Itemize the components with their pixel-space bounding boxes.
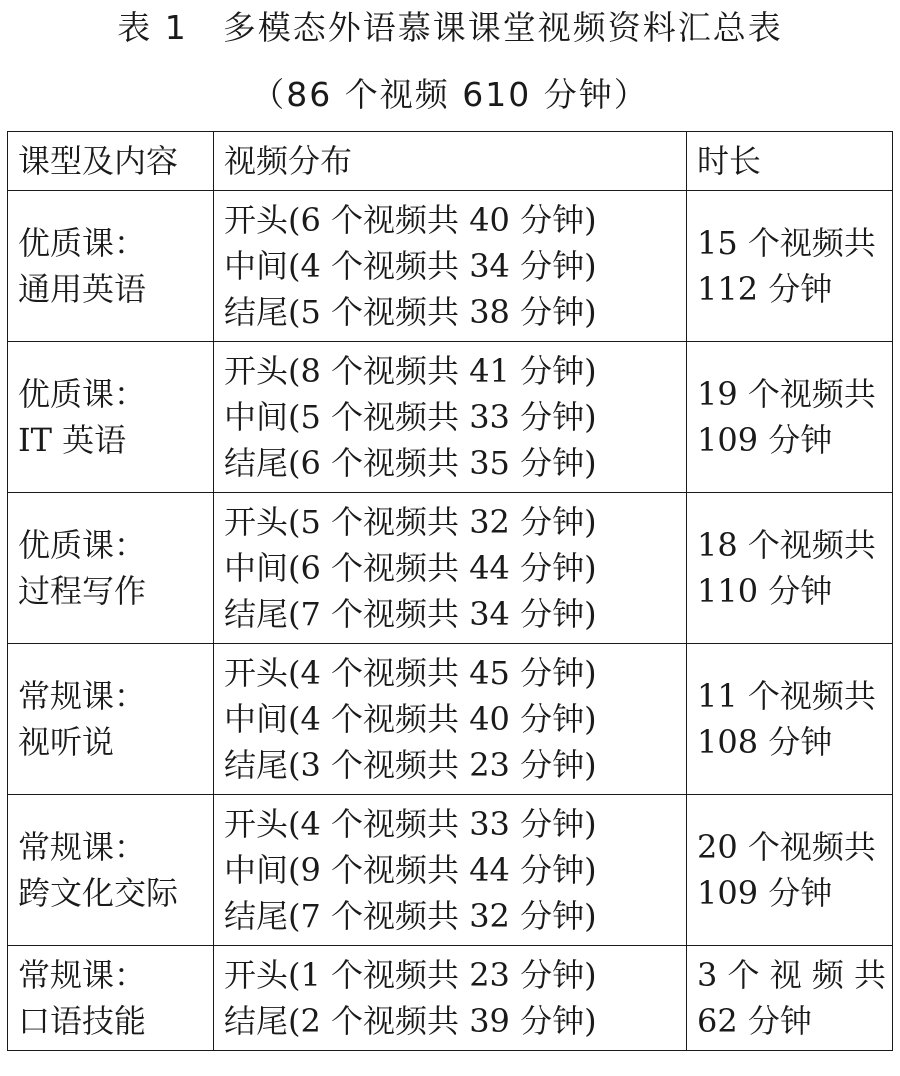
table-title: 表 1 多模态外语慕课课堂视频资料汇总表 (117, 8, 783, 47)
duration-count: 20 个视频共 (697, 828, 876, 866)
table-subtitle: （86 个视频 610 分钟） (251, 75, 649, 114)
course-type-cell (8, 644, 214, 795)
distribution-middle: 中间(6 个视频共 44 分钟) (224, 549, 597, 587)
distribution-end: 结尾(2 个视频共 39 分钟) (224, 1002, 597, 1040)
distribution-end: 结尾(6 个视频共 35 分钟) (224, 444, 597, 482)
duration-cell (687, 795, 893, 946)
table-row (8, 644, 893, 795)
distribution-start: 开头(4 个视频共 45 分钟) (224, 654, 597, 692)
distribution-start: 开头(1 个视频共 23 分钟) (224, 956, 597, 994)
header-course-type: 课型及内容 (8, 132, 214, 191)
table-row (8, 342, 893, 493)
course-type: 优质课： (18, 224, 147, 262)
distribution-cell (214, 191, 687, 342)
distribution-start: 开头(6 个视频共 40 分钟) (224, 201, 597, 239)
distribution-end: 结尾(7 个视频共 32 分钟) (224, 897, 597, 935)
distribution-start: 开头(5 个视频共 32 分钟) (224, 503, 597, 541)
course-type: 常规课： (18, 677, 147, 715)
course-content: 通用英语 (18, 270, 147, 308)
duration-cell (687, 644, 893, 795)
video-summary-table (7, 131, 893, 1051)
course-type-cell (8, 191, 214, 342)
course-type-cell (8, 795, 214, 946)
duration-cell (687, 946, 893, 1051)
duration-count: 18 个视频共 (697, 526, 876, 564)
distribution-cell (214, 644, 687, 795)
duration-minutes: 109 分钟 (697, 421, 833, 459)
course-content: 过程写作 (18, 572, 147, 610)
course-content: 视听说 (18, 723, 115, 761)
course-content: IT 英语 (18, 421, 127, 459)
table-row (8, 493, 893, 644)
distribution-cell (214, 946, 687, 1051)
duration-minutes: 109 分钟 (697, 874, 833, 912)
duration-count: 11 个视频共 (697, 677, 876, 715)
header-video-distribution: 视频分布 (214, 132, 687, 191)
table-row (8, 795, 893, 946)
duration-cell (687, 493, 893, 644)
distribution-start: 开头(8 个视频共 41 分钟) (224, 352, 597, 390)
distribution-cell (214, 493, 687, 644)
table-row (8, 191, 893, 342)
table-row (8, 946, 893, 1051)
table-header-row (8, 132, 893, 191)
table-caption (0, 0, 900, 115)
distribution-middle: 中间(9 个视频共 44 分钟) (224, 851, 597, 889)
duration-count: 15 个视频共 (697, 224, 876, 262)
course-type: 优质课： (18, 375, 147, 413)
course-content: 跨文化交际 (18, 874, 179, 912)
distribution-start: 开头(4 个视频共 33 分钟) (224, 805, 597, 843)
course-type-cell (8, 946, 214, 1051)
course-content: 口语技能 (18, 1002, 147, 1040)
distribution-middle: 中间(5 个视频共 33 分钟) (224, 398, 597, 436)
header-duration: 时长 (687, 132, 893, 191)
duration-minutes: 112 分钟 (697, 270, 833, 308)
duration-minutes: 108 分钟 (697, 723, 833, 761)
distribution-middle: 中间(4 个视频共 34 分钟) (224, 247, 597, 285)
distribution-cell (214, 795, 687, 946)
duration-minutes: 62 分钟 (697, 1002, 812, 1040)
distribution-end: 结尾(7 个视频共 34 分钟) (224, 595, 597, 633)
duration-count: 19 个视频共 (697, 375, 876, 413)
duration-cell (687, 342, 893, 493)
course-type-cell (8, 493, 214, 644)
distribution-end: 结尾(5 个视频共 38 分钟) (224, 293, 597, 331)
course-type-cell (8, 342, 214, 493)
distribution-end: 结尾(3 个视频共 23 分钟) (224, 746, 597, 784)
duration-count: 3 个 视 频 共 (697, 956, 887, 994)
distribution-cell (214, 342, 687, 493)
duration-cell (687, 191, 893, 342)
course-type: 常规课： (18, 956, 147, 994)
distribution-middle: 中间(4 个视频共 40 分钟) (224, 700, 597, 738)
duration-minutes: 110 分钟 (697, 572, 833, 610)
course-type: 常规课： (18, 828, 147, 866)
course-type: 优质课： (18, 526, 147, 564)
